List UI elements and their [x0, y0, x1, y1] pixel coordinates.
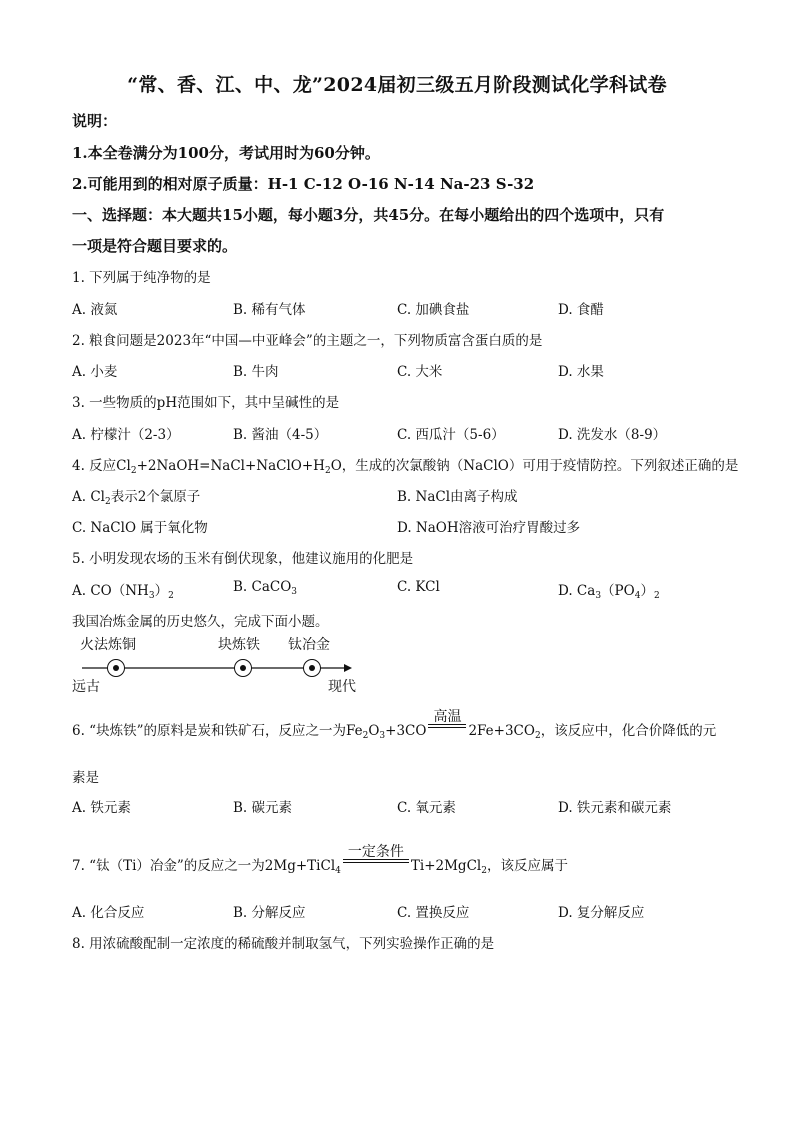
- subscript: 2: [324, 466, 331, 476]
- q6-option-b: B. 碳元素: [233, 800, 293, 816]
- note-1: 1.本全卷满分为100分，考试用时为60分钟。: [72, 144, 380, 162]
- question-7-stem: [72, 844, 568, 876]
- q5-option-b: [233, 579, 297, 597]
- subscript: 3: [595, 591, 602, 601]
- subscript: 3: [148, 591, 155, 601]
- q5-option-a: [72, 579, 174, 601]
- q6-option-d: D. 铁元素和碳元素: [558, 800, 672, 816]
- q2-option-d: D. 水果: [558, 364, 604, 380]
- q4-stem-part: 4. 反应Cl: [72, 458, 131, 474]
- reaction-condition-arrow: 高温: [428, 724, 466, 728]
- q6-option-c: C. 氧元素: [397, 800, 456, 816]
- timeline-dot: [107, 659, 125, 677]
- timeline-end-label: 现代: [328, 679, 356, 695]
- q2-option-c: C. 大米: [397, 364, 443, 380]
- question-6-stem: [72, 709, 717, 741]
- question-1-stem: 1. 下列属于纯净物的是: [72, 270, 211, 286]
- q4-option-b: B. NaCl由离子构成: [397, 489, 518, 505]
- q7-option-d: D. 复分解反应: [558, 905, 645, 921]
- q5-d-part: ）: [640, 583, 654, 599]
- q6-part: 6. “块炼铁”的原料是炭和铁矿石，反应之一为Fe: [72, 723, 363, 739]
- q5-a-part: ）: [154, 583, 169, 599]
- q4-option-d: D. NaOH溶液可治疗胃酸过多: [397, 520, 581, 536]
- q7-option-b: B. 分解反应: [233, 905, 306, 921]
- subscript: 3: [291, 587, 298, 597]
- q1-option-c: C. 加碘食盐: [397, 302, 470, 318]
- q6-part: +3CO: [385, 723, 427, 739]
- question-2-stem: 2. 粮食问题是2023年“中国—中亚峰会”的主题之一，下列物质富含蛋白质的是: [72, 333, 543, 349]
- q5-a-part: A. CO（NH: [72, 583, 149, 599]
- notes-heading: 说明：: [72, 112, 118, 130]
- q4-option-a: [72, 485, 200, 507]
- question-6-stem-line2: 素是: [72, 770, 99, 786]
- question-8-stem: 8. 用浓硫酸配制一定浓度的稀硫酸并制取氢气，下列实验操作正确的是: [72, 936, 495, 952]
- subscript: 2: [130, 466, 137, 476]
- question-4-stem: [72, 454, 738, 476]
- subscript: 2: [168, 591, 174, 601]
- q4-option-c: C. NaClO 属于氧化物: [72, 520, 208, 536]
- timeline-label-copper: 火法炼铜: [80, 637, 136, 653]
- section-heading-line2: 一项是符合题目要求的。: [72, 237, 238, 255]
- subscript: 2: [362, 731, 369, 741]
- q5-option-d: [558, 579, 660, 601]
- subscript: 2: [653, 591, 660, 601]
- q4-stem-part: +2NaOH=NaCl+NaClO+H: [136, 458, 325, 474]
- q7-option-c: C. 置换反应: [397, 905, 470, 921]
- q6-part: 2Fe+3CO: [468, 723, 535, 739]
- timeline-label-titanium: 钛冶金: [288, 637, 330, 653]
- q6-part: ，该反应中，化合价降低的元: [540, 723, 717, 739]
- q5-d-part: （PO: [601, 583, 635, 599]
- reaction-condition-arrow: 一定条件: [343, 859, 409, 863]
- metallurgy-timeline: [72, 634, 372, 694]
- timeline-dot: [303, 659, 321, 677]
- q1-option-b: B. 稀有气体: [233, 302, 306, 318]
- subscript: 4: [335, 866, 341, 876]
- q2-option-a: A. 小麦: [72, 364, 118, 380]
- q5-d-part: D. Ca: [558, 583, 596, 599]
- section-heading-line1: 一、选择题：本大题共15小题，每小题3分，共45分。在每小题给出的四个选项中，只有: [72, 206, 665, 224]
- timeline-start-label: 远古: [72, 679, 100, 695]
- subscript: 3: [379, 731, 386, 741]
- q4-a-part: A. Cl: [72, 489, 105, 505]
- q7-part: Ti+2MgCl: [410, 858, 482, 874]
- subscript: 2: [104, 497, 111, 507]
- q3-option-c: C. 西瓜汁（5-6）: [397, 427, 505, 443]
- q1-option-d: D. 食醋: [558, 302, 604, 318]
- q6-option-a: A. 铁元素: [72, 800, 131, 816]
- note-2: 2.可能用到的相对原子质量：H-1 C-12 O-16 N-14 Na-23 S-32: [72, 175, 535, 193]
- q2-option-b: B. 牛肉: [233, 364, 279, 380]
- q1-option-a: A. 液氮: [72, 302, 118, 318]
- q7-option-a: A. 化合反应: [72, 905, 145, 921]
- q7-part: 7. “钛（Ti）冶金”的反应之一为2Mg+TiCl: [72, 858, 336, 874]
- timeline-dot: [234, 659, 252, 677]
- group-intro: 我国冶炼金属的历史悠久，完成下面小题。: [72, 614, 329, 630]
- exam-title: “常、香、江、中、龙”2024届初三级五月阶段测试化学科试卷: [127, 74, 667, 96]
- q7-part: ，该反应属于: [486, 858, 568, 874]
- q3-option-b: B. 酱油（4-5）: [233, 427, 328, 443]
- question-3-stem: 3. 一些物质的pH范围如下，其中呈碱性的是: [72, 395, 340, 411]
- q6-part: O: [368, 723, 380, 739]
- q4-stem-part: O，生成的次氯酸钠（NaClO）可用于疫情防控。下列叙述正确的是: [330, 458, 739, 474]
- timeline-label-iron: 块炼铁: [218, 637, 260, 653]
- subscript: 2: [534, 731, 541, 741]
- q3-option-d: D. 洗发水（8-9）: [558, 427, 667, 443]
- q5-option-c: C. KCl: [397, 579, 440, 595]
- subscript: 2: [481, 866, 487, 876]
- question-5-stem: 5. 小明发现农场的玉米有倒伏现象，他建议施用的化肥是: [72, 551, 414, 567]
- q5-b-part: B. CaCO: [233, 579, 292, 595]
- q4-a-part: 表示2个氯原子: [110, 489, 201, 505]
- subscript: 4: [634, 591, 641, 601]
- q3-option-a: A. 柠檬汁（2-3）: [72, 427, 180, 443]
